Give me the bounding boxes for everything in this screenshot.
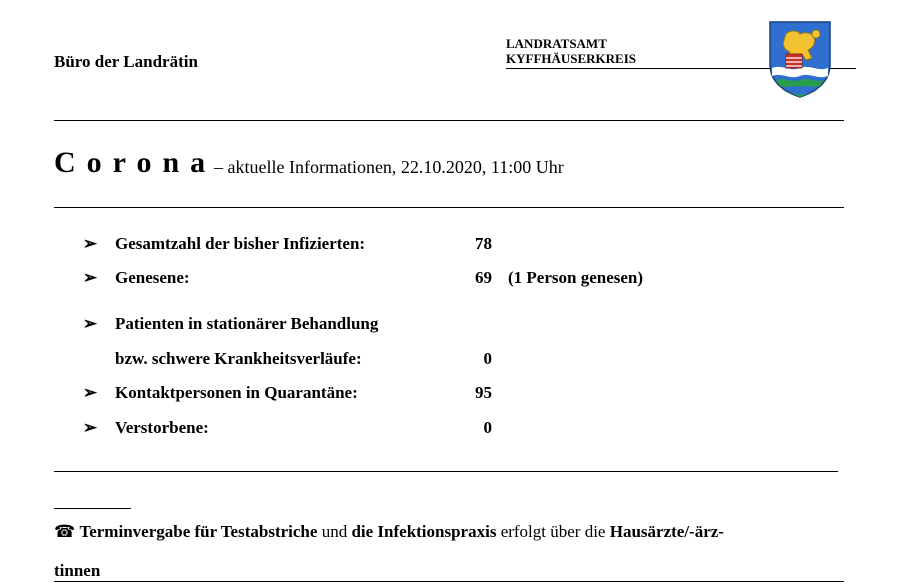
- title-rule: [54, 207, 844, 208]
- authority-name: [506, 36, 636, 66]
- item-note-recovered: (1 Person genesen): [508, 268, 644, 287]
- footnote-rule: [54, 508, 131, 509]
- item-value-recovered: 69: [475, 268, 492, 287]
- bottom-rule: [54, 471, 838, 472]
- bullet-arrow-icon: ➢: [82, 383, 98, 402]
- authority-line-1: LANDRATSAMT: [506, 36, 607, 51]
- phone-icon: ☎: [54, 522, 76, 541]
- authority-line-2: KYFFHÄUSERKREIS: [506, 51, 637, 66]
- bullet-arrow-icon: ➢: [82, 234, 98, 253]
- footer-part-3: die Infektionspraxis: [351, 522, 497, 541]
- footer-text: [54, 522, 724, 542]
- footer-part-1: Terminvergabe für Testabstriche: [79, 522, 318, 541]
- item-value-infected: 78: [475, 234, 492, 253]
- item-label-quarantine: Kontaktpersonen in Quarantäne:: [115, 383, 358, 402]
- footer-underline: [54, 581, 844, 582]
- item-value-quarantine: 95: [475, 383, 492, 402]
- footer-part-4: erfolgt über die: [496, 522, 610, 541]
- bullet-arrow-icon: ➢: [82, 268, 98, 287]
- office-name: Büro der Landrätin: [54, 52, 198, 71]
- footer-part-2: und: [317, 522, 352, 541]
- item-label-recovered: Genesene:: [115, 268, 190, 287]
- page-title: Corona: [54, 146, 217, 179]
- item-label-hospital: Patienten in stationärer Behandlung: [115, 314, 379, 333]
- page-subtitle: – aktuelle Informationen, 22.10.2020, 11:00 Uhr: [214, 157, 564, 177]
- footer-line-2: tinnen: [54, 561, 101, 580]
- bullet-arrow-icon: ➢: [82, 314, 98, 333]
- item-value-deceased: 0: [483, 418, 492, 437]
- item-label-infected: Gesamtzahl der bisher Infizierten:: [115, 234, 366, 253]
- item-label-deceased: Verstorbene:: [115, 418, 209, 437]
- footer-part-5: Hausärzte/-ärz-: [609, 522, 724, 541]
- item-value-severe: 0: [483, 349, 492, 368]
- top-rule: [54, 120, 844, 121]
- bullet-arrow-icon: ➢: [82, 418, 98, 437]
- item-label-severe: bzw. schwere Krankheitsverläufe:: [115, 349, 362, 368]
- coat-of-arms-icon: [768, 20, 832, 98]
